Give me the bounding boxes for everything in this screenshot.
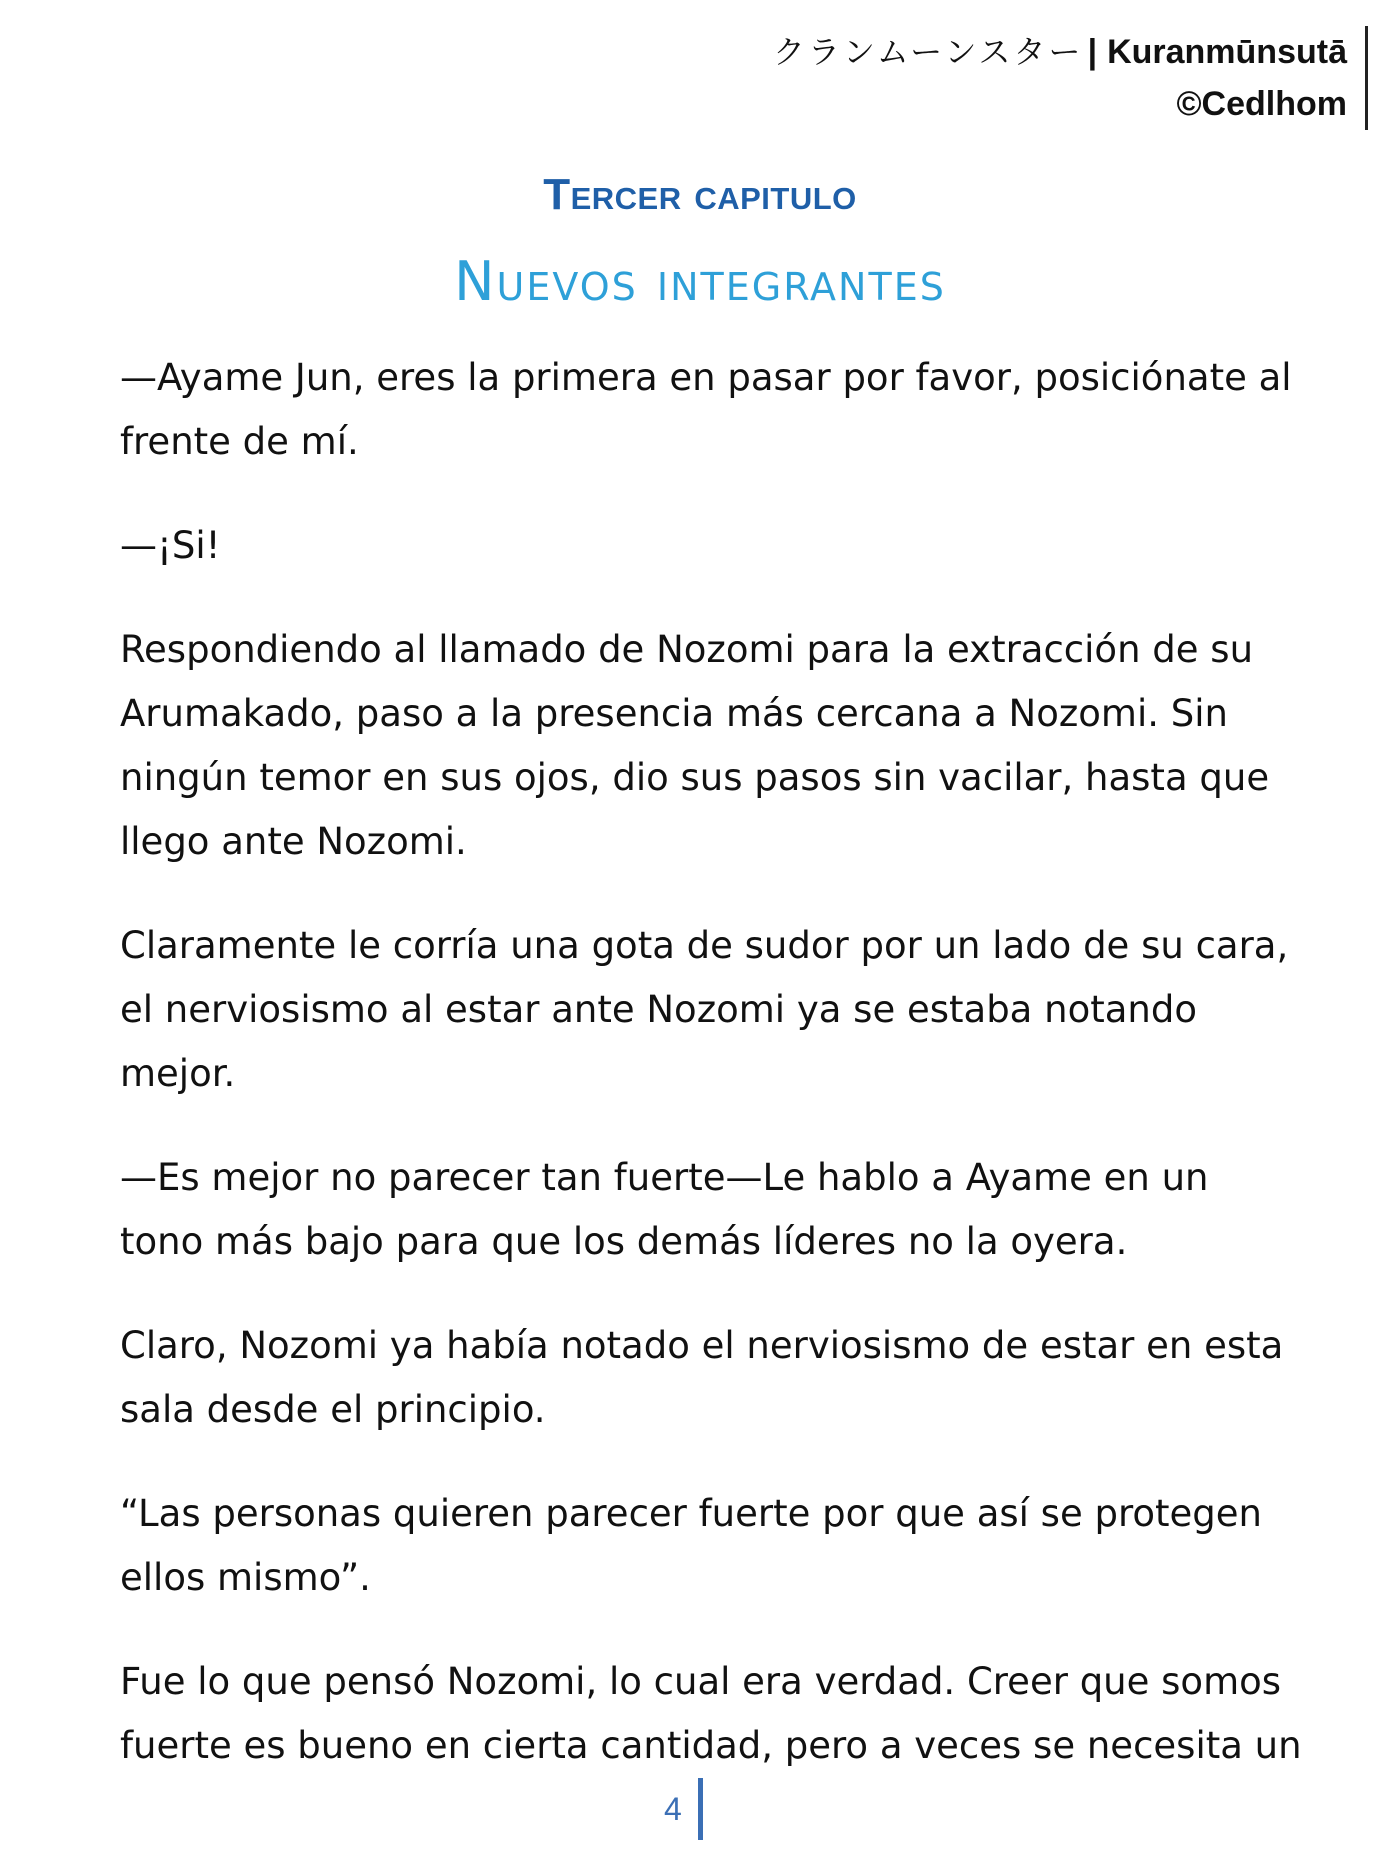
paragraph: Fue lo que pensó Nozomi, lo cual era verdad. Creer que somos fuerte es bueno en cierta cantidad, pero a veces se necesita un [120, 1660, 1302, 1767]
paragraph: —Es mejor no parecer tan fuerte—Le hablo a Ayame en un tono más bajo para que los demás líderes no la oyera. [120, 1156, 1209, 1263]
paragraph: —¡Si! [120, 524, 221, 567]
paragraph: —Ayame Jun, eres la primera en pasar por favor, posiciónate al frente de mí. [120, 356, 1292, 463]
header-separator: | [1087, 33, 1098, 71]
page-header [773, 26, 1368, 130]
paragraph: “Las personas quieren parecer fuerte por que así se protegen ellos mismo”. [120, 1492, 1262, 1599]
chapter-body [120, 346, 1302, 1818]
paragraph: Claramente le corría una gota de sudor por un lado de su cara, el nerviosismo al estar ante Nozomi ya se estaba notando mejor. [120, 924, 1289, 1095]
paragraph: Respondiendo al llamado de Nozomi para la extracción de su Arumakado, paso a la presencia más cercana a Nozomi. Sin ningún temor en sus ojos, dio sus pasos sin vacilar, hasta que llego ante Nozomi. [120, 628, 1270, 863]
header-romanized-title: Kuranmūnsutā [1107, 33, 1347, 71]
header-title-line [773, 26, 1347, 78]
chapter-label: Tercer capitulo [543, 170, 857, 219]
page-number: 4 [664, 1778, 703, 1840]
header-copyright: ©Cedlhom [1176, 85, 1347, 123]
header-japanese-title: クランムーンスター [773, 33, 1084, 71]
chapter-title: Nuevos integrantes [454, 250, 946, 313]
paragraph: Claro, Nozomi ya había notado el nerviosismo de estar en esta sala desde el principio. [120, 1324, 1284, 1431]
